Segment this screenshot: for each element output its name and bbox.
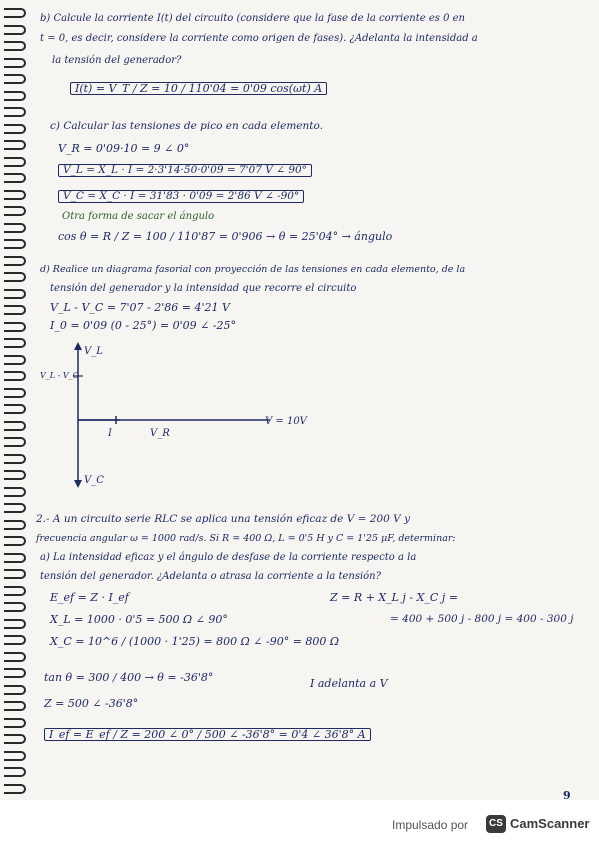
- spiral-ring: [4, 239, 26, 249]
- text-line-d-1: d) Realice un diagrama fasorial con proyección de las tensiones en cada elemento, de la: [40, 264, 466, 275]
- spiral-ring: [4, 470, 26, 480]
- spiral-ring: [4, 437, 26, 447]
- spiral-ring: [4, 25, 26, 35]
- spiral-ring: [4, 404, 26, 414]
- spiral-ring: [4, 223, 26, 233]
- spiral-ring: [4, 536, 26, 546]
- xl-formula: X_L = 1000 · 0'5 = 500 Ω ∠ 90°: [50, 613, 228, 626]
- problem2-line-4: tensión del generador. ¿Adelanta o atrasa la corriente a la tensión?: [40, 571, 381, 582]
- spiral-ring: [4, 701, 26, 711]
- spiral-ring: [4, 371, 26, 381]
- text-line-b-2: t = 0, es decir, considere la corriente como origen de fases). ¿Adelanta la intensidad a: [40, 33, 478, 44]
- page-number: 9: [563, 789, 571, 802]
- spiral-ring: [4, 487, 26, 497]
- spiral-ring: [4, 272, 26, 282]
- spiral-ring: [4, 586, 26, 596]
- tan-theta-formula: tan θ = 300 / 400 → θ = -36'8°: [44, 671, 214, 684]
- z-complex: = 400 + 500 j - 800 j = 400 - 300 j: [390, 613, 574, 625]
- text-line-c-title: c) Calcular las tensiones de pico en cada elemento.: [50, 120, 323, 132]
- vl-vc-axis-label: V_L - V_C: [40, 371, 79, 380]
- other-way-note: Otra forma de sacar el ángulo: [62, 211, 215, 222]
- vl-arrowhead: [74, 342, 82, 350]
- spiral-ring: [4, 338, 26, 348]
- phasor-diagram: [40, 340, 340, 490]
- spiral-ring: [4, 602, 26, 612]
- spiral-ring: [4, 91, 26, 101]
- spiral-ring: [4, 41, 26, 51]
- current-formula: I(t) = V_T / Z = 10 / 110'04 = 0'09 cos(ωt) A: [70, 82, 327, 95]
- spiral-ring: [4, 388, 26, 398]
- spiral-ring: [4, 8, 26, 18]
- spiral-binding: [0, 0, 28, 800]
- problem2-line-3: a) La intensidad eficaz y el ángulo de desfase de la corriente respecto a la: [40, 552, 417, 563]
- i-label: I: [108, 428, 112, 439]
- text-line-d-2: tensión del generador y la intensidad que recorre el circuito: [50, 283, 357, 294]
- camscanner-brand: CamScanner: [510, 816, 590, 831]
- spiral-ring: [4, 553, 26, 563]
- spiral-ring: [4, 322, 26, 332]
- lead-note: I adelanta a V: [310, 677, 388, 690]
- spiral-ring: [4, 206, 26, 216]
- spiral-ring: [4, 421, 26, 431]
- camscanner-logo-icon: CS: [486, 815, 506, 833]
- spiral-ring: [4, 305, 26, 315]
- spiral-ring: [4, 74, 26, 84]
- i0-formula: I_0 = 0'09 (0 - 25°) = 0'09 ∠ -25°: [50, 319, 237, 332]
- spiral-ring: [4, 718, 26, 728]
- problem2-line-2: frecuencia angular ω = 1000 rad/s. Si R = 400 Ω, L = 0'5 H y C = 1'25 μF, determinar:: [36, 533, 456, 544]
- text-line-b-3: la tensión del generador?: [52, 55, 182, 66]
- spiral-ring: [4, 140, 26, 150]
- vr-label: V_R: [150, 428, 170, 439]
- spiral-ring: [4, 685, 26, 695]
- spiral-ring: [4, 734, 26, 744]
- vc-arrowhead: [74, 480, 82, 488]
- vl-axis-label: V_L: [84, 346, 103, 357]
- v-label: V = 10V: [265, 416, 307, 427]
- spiral-ring: [4, 157, 26, 167]
- z-polar: Z = 500 ∠ -36'8°: [44, 697, 139, 710]
- spiral-ring: [4, 784, 26, 794]
- spiral-ring: [4, 751, 26, 761]
- vr-formula: V_R = 0'09·10 = 9 ∠ 0°: [58, 142, 190, 155]
- eef-formula: E_ef = Z · I_ef: [50, 591, 129, 604]
- spiral-ring: [4, 107, 26, 117]
- spiral-ring: [4, 58, 26, 68]
- spiral-ring: [4, 355, 26, 365]
- spiral-ring: [4, 190, 26, 200]
- cos-theta-formula: cos θ = R / Z = 100 / 110'87 = 0'906 → θ = 25'04° → ángulo: [58, 230, 393, 243]
- vc-axis-label: V_C: [84, 475, 104, 486]
- spiral-ring: [4, 289, 26, 299]
- problem2-line-1: 2.- A un circuito serie RLC se aplica una tensión eficaz de V = 200 V y: [36, 513, 410, 525]
- ief-formula: I_ef = E_ef / Z = 200 ∠ 0° / 500 ∠ -36'8° = 0'4 ∠ 36'8° A: [44, 728, 371, 741]
- spiral-ring: [4, 503, 26, 513]
- spiral-ring: [4, 619, 26, 629]
- powered-by-text: Impulsado por: [392, 818, 469, 832]
- spiral-ring: [4, 173, 26, 183]
- spiral-ring: [4, 635, 26, 645]
- z-formula: Z = R + X_L j - X_C j =: [330, 591, 458, 604]
- spiral-ring: [4, 256, 26, 266]
- spiral-ring: [4, 520, 26, 530]
- text-line-b-1: b) Calcule la corriente I(t) del circuito (considere que la fase de la corriente es 0 en: [40, 13, 465, 24]
- vl-formula: V_L = X_L · I = 2·3'14·50·0'09 = 7'07 V ∠ 90°: [58, 164, 312, 177]
- spiral-ring: [4, 767, 26, 777]
- spiral-ring: [4, 124, 26, 134]
- spiral-ring: [4, 454, 26, 464]
- xc-formula: X_C = 10^6 / (1000 · 1'25) = 800 Ω ∠ -90° = 800 Ω: [50, 635, 340, 648]
- spiral-ring: [4, 569, 26, 579]
- vl-minus-vc: V_L - V_C = 7'07 - 2'86 = 4'21 V: [50, 301, 230, 314]
- vc-formula: V_C = X_C · I = 31'83 · 0'09 = 2'86 V ∠ -90°: [58, 190, 304, 203]
- spiral-ring: [4, 668, 26, 678]
- spiral-ring: [4, 652, 26, 662]
